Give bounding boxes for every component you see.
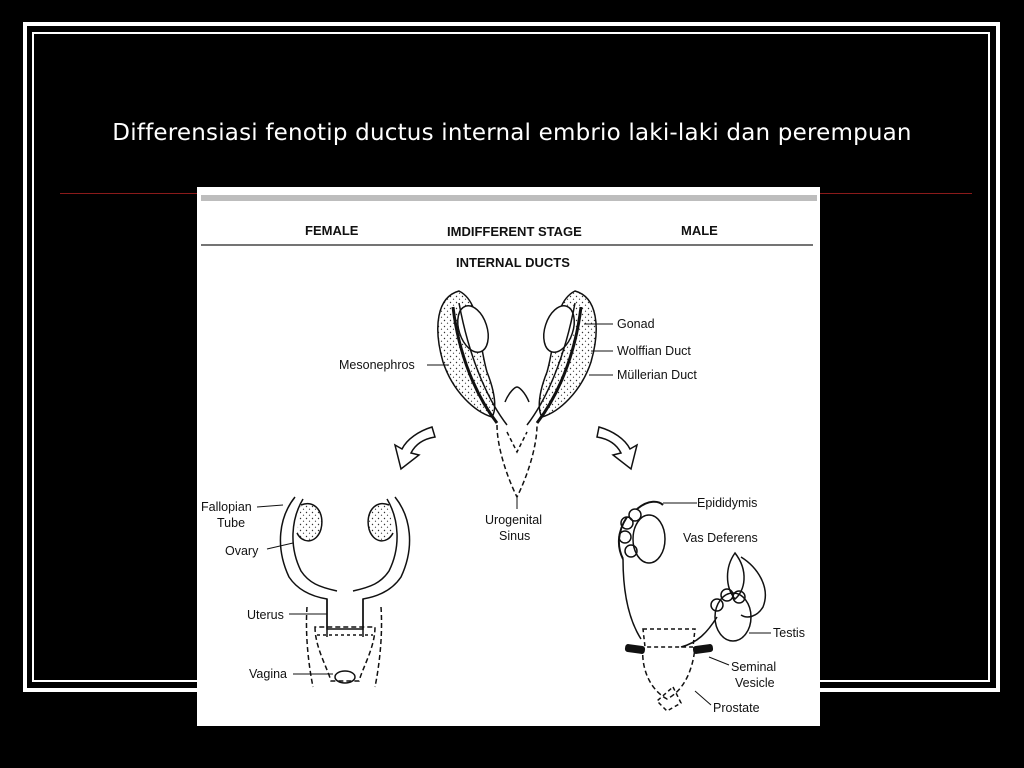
- uterus: [327, 599, 363, 629]
- header-female: FEMALE: [305, 223, 359, 238]
- right-ovary: [368, 504, 393, 541]
- arrow-to-male: [597, 427, 637, 469]
- label-ovary: Ovary: [225, 544, 259, 558]
- label-epididymis: Epididymis: [697, 496, 758, 510]
- left-vas-deferens: [623, 559, 641, 639]
- label-vesicle: Vesicle: [735, 676, 775, 690]
- label-seminal: Seminal: [731, 660, 777, 674]
- diagram-figure: [197, 187, 820, 726]
- right-vas-deferens: [681, 617, 717, 647]
- arrow-to-female: [395, 427, 435, 469]
- indifferent-stage-illustration: [438, 291, 596, 497]
- label-fallopian: Fallopian: [201, 500, 252, 514]
- label-mesonephros: Mesonephros: [339, 358, 415, 372]
- urogenital-sinus: [497, 425, 537, 497]
- label-prostate: Prostate: [713, 701, 760, 715]
- label-tube: Tube: [217, 516, 246, 530]
- top-gray-bar: [201, 195, 817, 201]
- header-indifferent-stage: IMDIFFERENT STAGE: [447, 224, 582, 239]
- left-ovary: [297, 504, 322, 541]
- right-seminal-bar: [693, 644, 714, 655]
- label-testis: Testis: [773, 626, 805, 640]
- female-illustration: [280, 497, 409, 687]
- label-gonad: Gonad: [617, 317, 655, 331]
- label-urogenital: Urogenital: [485, 513, 542, 527]
- slide-title: Differensiasi fenotip ductus internal embrio laki-laki dan perempuan: [112, 120, 912, 146]
- label-sinus: Sinus: [499, 529, 531, 543]
- header-internal-ducts: INTERNAL DUCTS: [456, 255, 570, 270]
- header-male: MALE: [681, 223, 718, 238]
- diagram-canvas: [197, 187, 820, 726]
- label-vas-deferens: Vas Deferens: [683, 531, 758, 545]
- label-mullerian-duct: Müllerian Duct: [617, 368, 697, 382]
- left-seminal-bar: [625, 644, 646, 655]
- left-testis: [633, 515, 665, 563]
- label-uterus: Uterus: [247, 608, 284, 622]
- label-vagina: Vagina: [249, 667, 287, 681]
- vagina-opening: [335, 671, 355, 683]
- label-wolffian-duct: Wolffian Duct: [617, 344, 691, 358]
